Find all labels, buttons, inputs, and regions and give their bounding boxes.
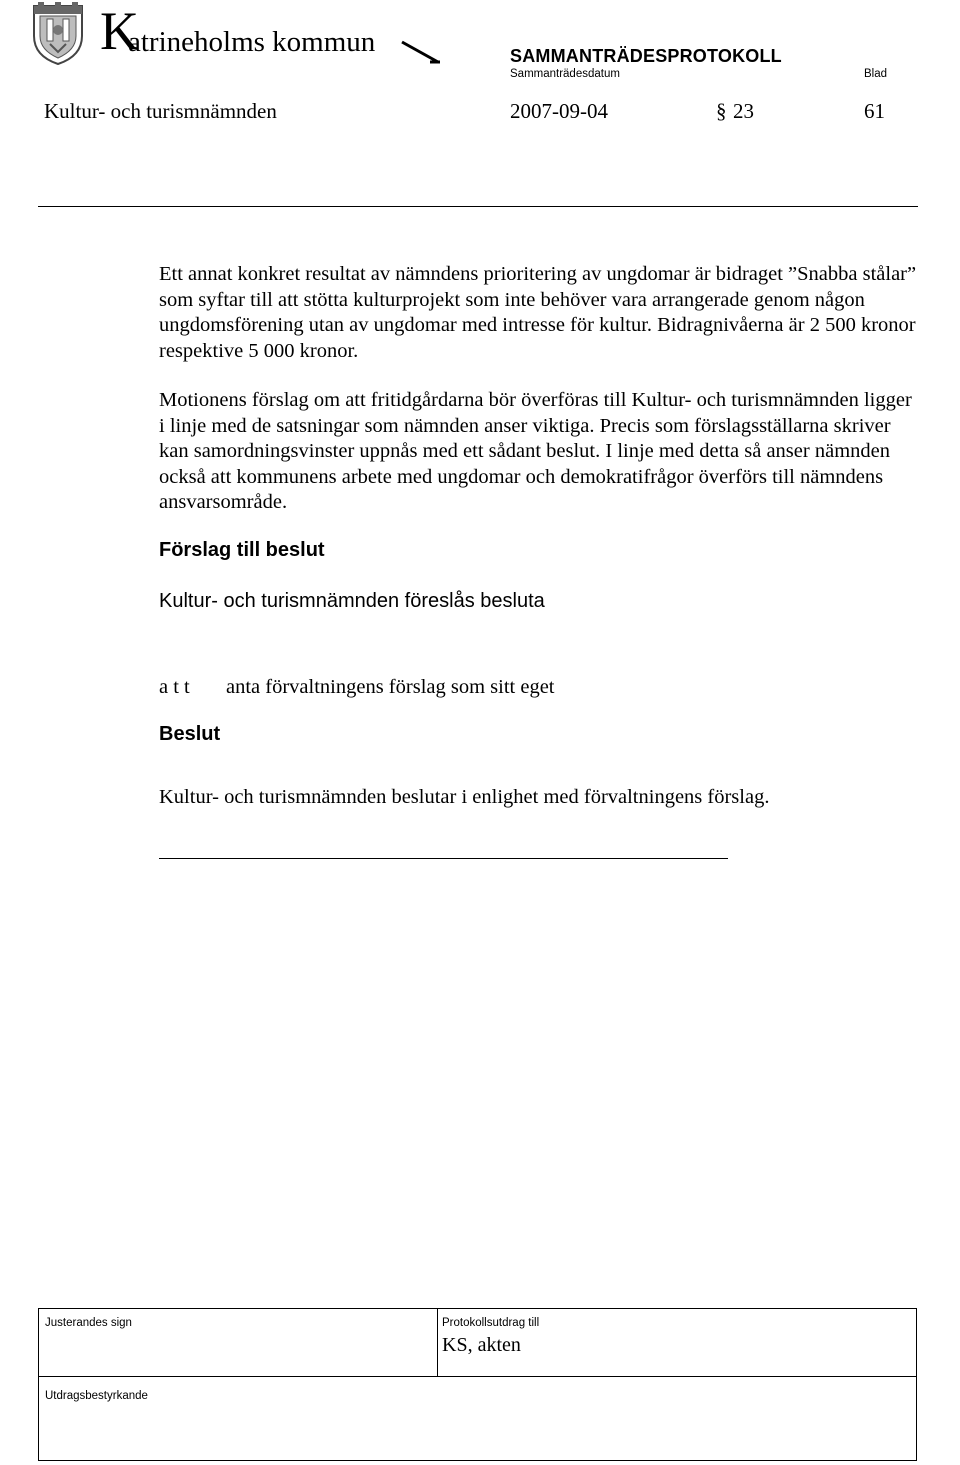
decision-text: Kultur- och turismnämnden beslutar i enlighet med förvaltningens förslag.	[159, 786, 770, 808]
page-label: Blad	[864, 68, 888, 80]
meeting-date: 2007-09-04	[510, 99, 608, 123]
extract-to-value: KS, akten	[442, 1334, 521, 1356]
extract-to-label: Protokollsutdrag till	[442, 1317, 540, 1329]
certification-label: Utdragsbestyrkande	[45, 1390, 148, 1402]
body-paragraph-2: Motionens förslag om att fritidgårdarna bör överföras till Kultur- och turismnämnden ligger i linje med de satsningar som nämnden anser viktiga. Precis som förslagsställarna skriver kan samordningsvinster uppnås med ett sådant beslut. I linje med detta så anser nämnden också att kommunens arbete med ungdomar och demokratifrågor överförs till nämndens ansvarsområde.	[159, 389, 912, 513]
logo-wordmark: atrineholms kommun	[128, 26, 376, 58]
committee-name: Kultur- och turismnämnden	[44, 99, 277, 123]
logo-swoosh-icon	[400, 38, 442, 66]
page-number: 61	[864, 99, 885, 123]
footer-box	[38, 1308, 917, 1461]
logo-initial: K	[100, 1, 139, 61]
footer-divider-horizontal	[38, 1376, 917, 1377]
municipal-crest-icon	[30, 2, 86, 66]
meeting-date-label: Sammanträdesdatum	[510, 68, 620, 80]
signature-label: Justerandes sign	[45, 1317, 132, 1329]
footer-divider-vertical	[437, 1308, 438, 1376]
att-label: a t t	[159, 676, 190, 698]
paragraph-sign: §	[716, 99, 727, 123]
paragraph-number: 23	[733, 99, 754, 123]
proposal-heading: Förslag till beslut	[159, 539, 325, 561]
section-end-rule	[159, 858, 728, 859]
header-divider	[38, 206, 918, 207]
proposal-subheading: Kultur- och turismnämnden föreslås besluta	[159, 590, 545, 612]
protocol-title: SAMMANTRÄDESPROTOKOLL	[510, 46, 782, 66]
body-paragraph-1: Ett annat konkret resultat av nämndens prioritering av ungdomar är bidraget ”Snabba stålar” som syftar till att stötta kulturprojekt som inte behöver vara arrangerade genom någon ungdomsförening utan av ungdomar med intresse för kultur. Bidragnivåerna är 2 500 kronor respektive 5 000 kronor.	[159, 263, 917, 362]
att-text: anta förvaltningens förslag som sitt eget	[226, 676, 555, 698]
decision-heading: Beslut	[159, 723, 221, 745]
